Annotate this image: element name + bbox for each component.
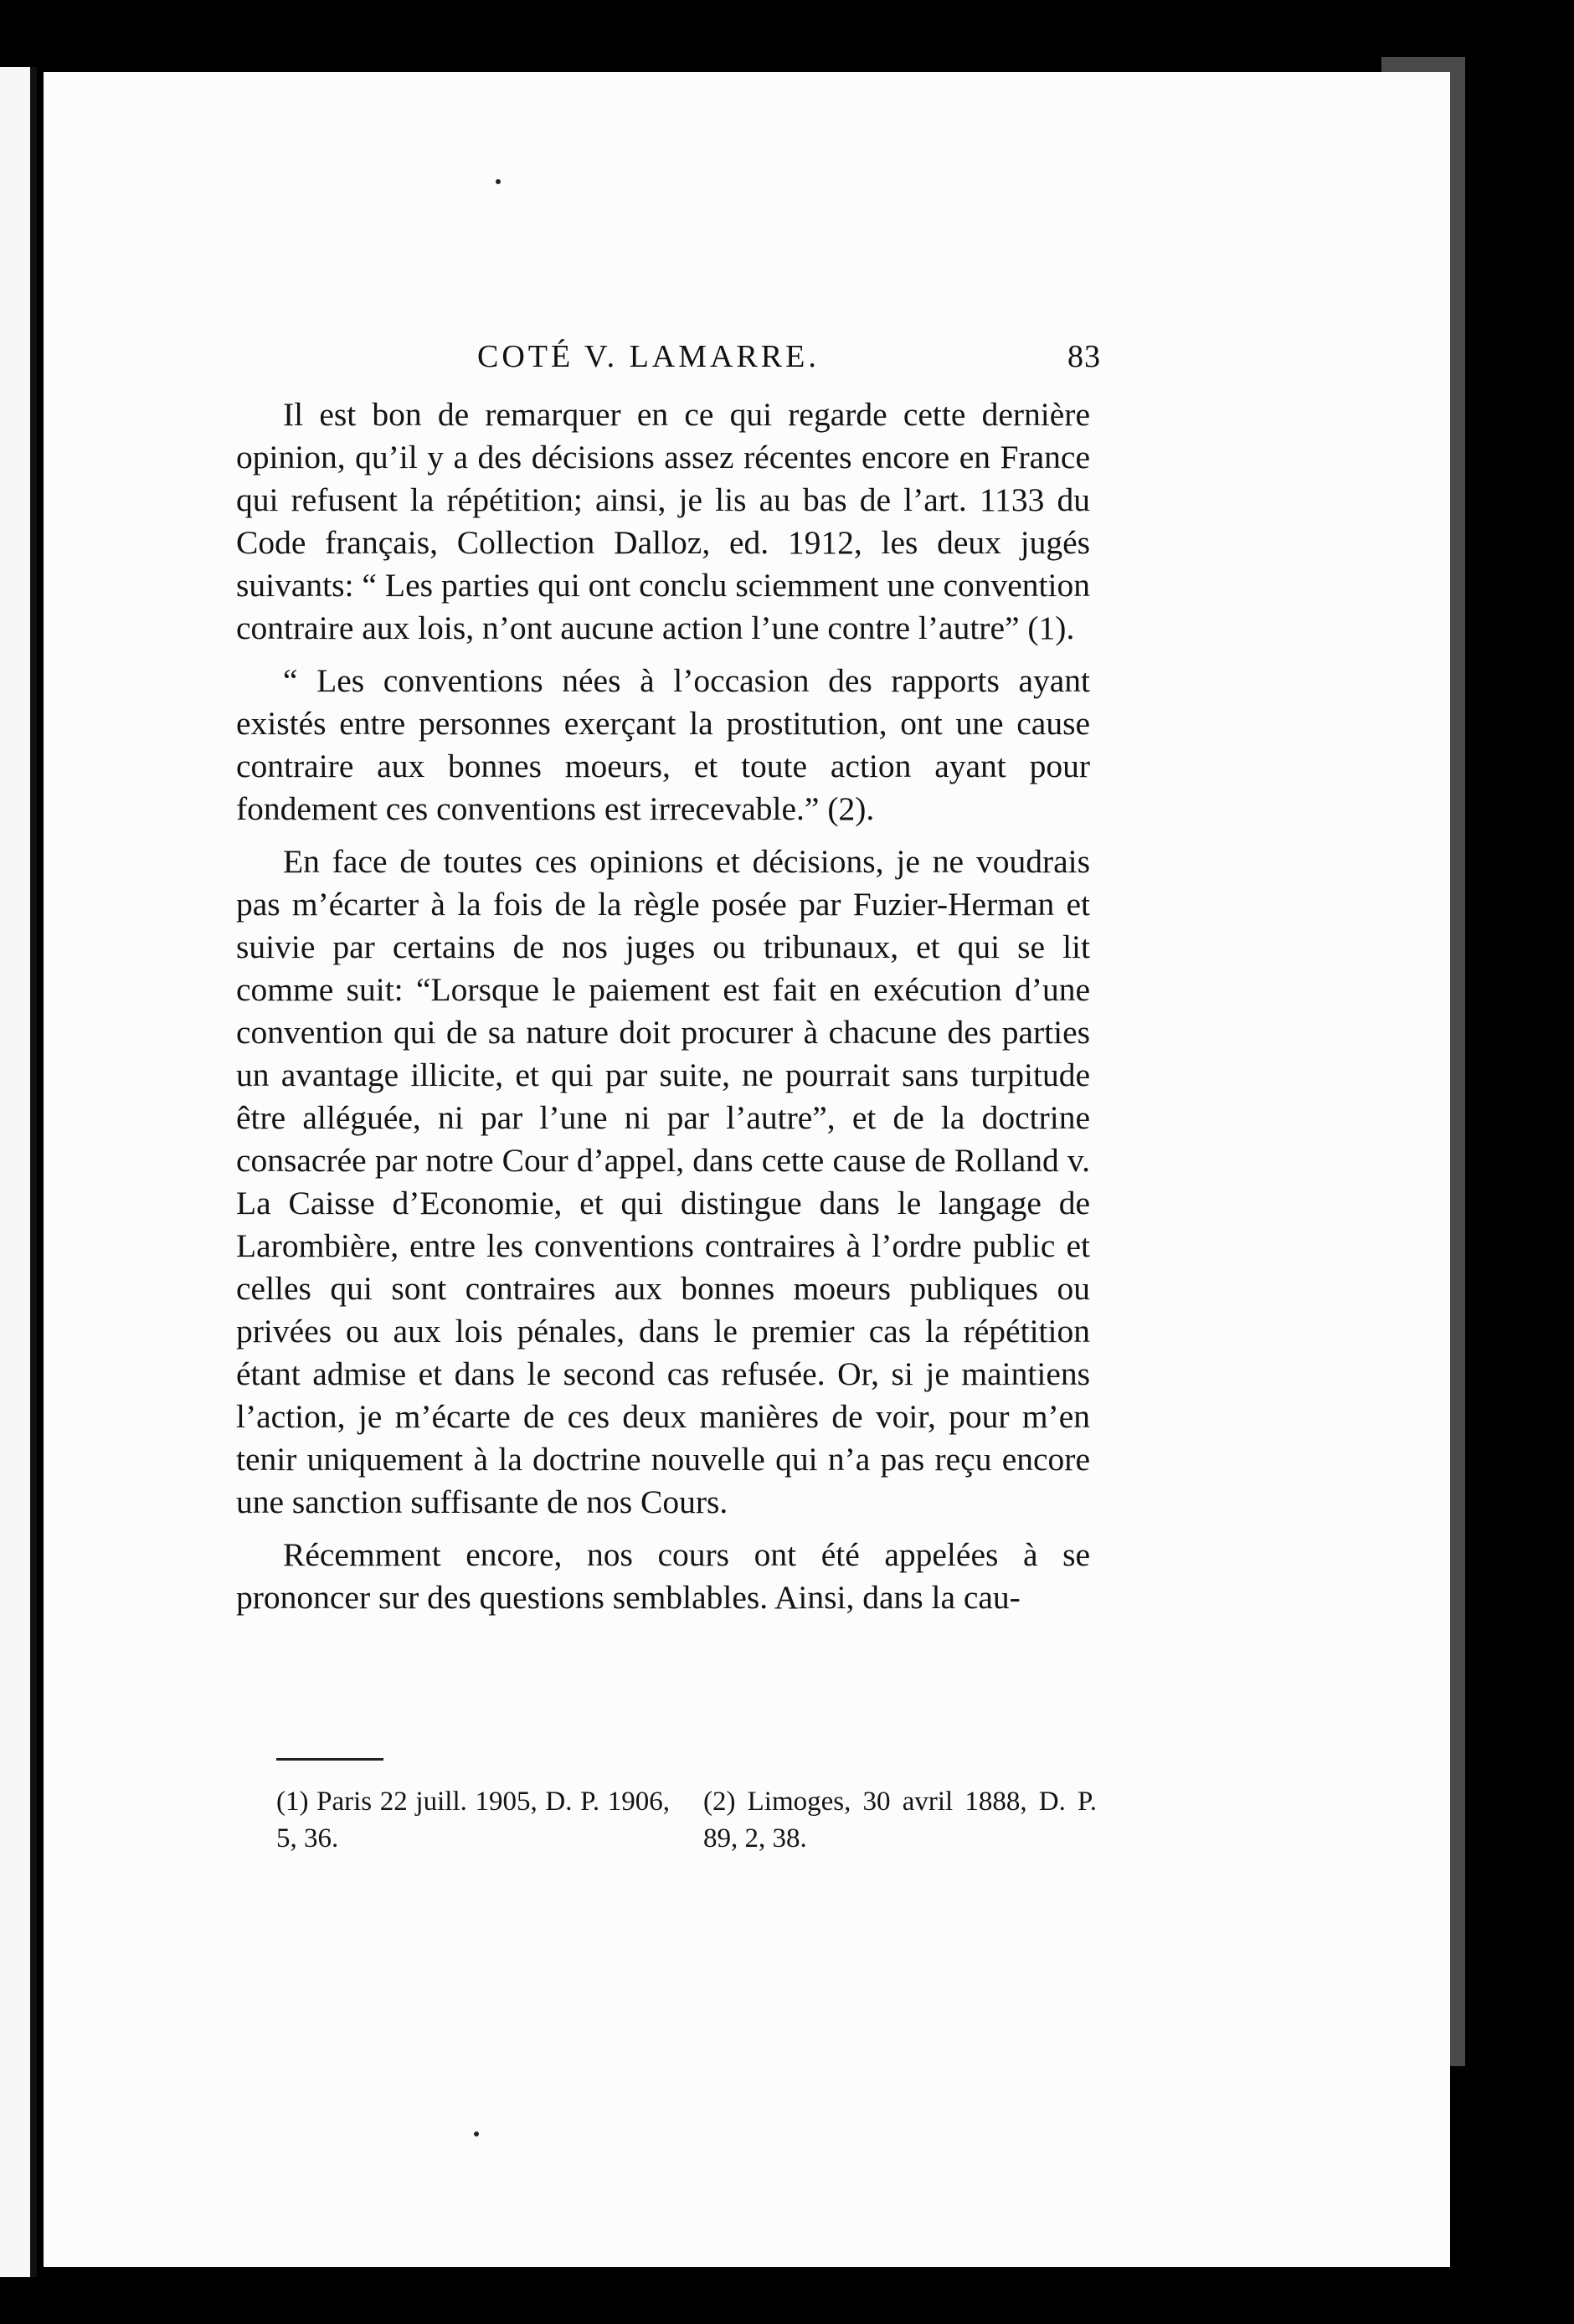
paragraph: Il est bon de remarquer en ce qui regarde cette dernière opinion, qu’il y a des décisions assez récentes encore en France qui refusent la répétition; ainsi, je lis au bas de l’art. 1133 du Code français, Collection Dalloz, ed. 1912, les deux jugés suivants: “ Les parties qui ont conclu sciemment une convention contraire aux lois, n’ont aucune action l’une contre l’autre” (1).: [236, 396, 1090, 646]
paragraph: “ Les conventions nées à l’occasion des rapports ayant existés entre personnes exerçant la prostitution, ont une cause contraire aux bonnes moeurs, et toute action ayant pour fondement ces conventions est irrecevable.” (2).: [236, 662, 1090, 827]
speck-mark: [496, 179, 501, 184]
page-number: 83: [1067, 339, 1101, 374]
paragraph: Récemment encore, nos cours ont été appelées à se prononcer sur des questions semblables. Ainsi, dans la cau-: [236, 1536, 1090, 1616]
facing-page-edge: [0, 67, 30, 2277]
footnotes: [276, 1783, 1097, 1857]
footnote-2: (2) Limoges, 30 avril 1888, D. P. 89, 2, 38.: [703, 1787, 1097, 1854]
speck-mark: [474, 2131, 479, 2136]
footnote-rule: [276, 1758, 383, 1761]
body-text: [236, 393, 1090, 1629]
paragraph: En face de toutes ces opinions et décisions, je ne voudrais pas m’écarter à la fois de la règle posée par Fuzier-Herman et suivie par certains de nos juges ou tribunaux, et qui se lit comme suit: “Lorsque le paiement est fait en exécution d’une convention qui de sa nature doit procurer à chacune des parties un avantage illicite, et qui par suite, ne pourrait sans turpitude être alléguée, ni par l’une ni par l’autre”, et de la doctrine consacrée par notre Cour d’appel, dans cette cause de Rolland v. La Caisse d’Economie, et qui distingue dans le langage de Larombière, entre les conventions contraires à l’ordre public et celles qui sont contraires aux bonnes moeurs publiques ou privées ou aux lois pénales, dans le premier cas la répétition étant admise et dans le second cas refusée. Or, si je maintiens l’action, je m’écarte de ces deux manières de voir, pour m’en tenir uniquement à la doctrine nouvelle qui n’a pas reçu encore une sanction suffisante de nos Cours.: [236, 843, 1090, 1520]
book-gutter: [30, 67, 37, 2277]
running-head: [243, 338, 1101, 375]
footnote-1: (1) Paris 22 juill. 1905, D. P. 1906, 5, 36.: [276, 1787, 670, 1854]
running-title: COTÉ V. LAMARRE.: [477, 339, 820, 374]
